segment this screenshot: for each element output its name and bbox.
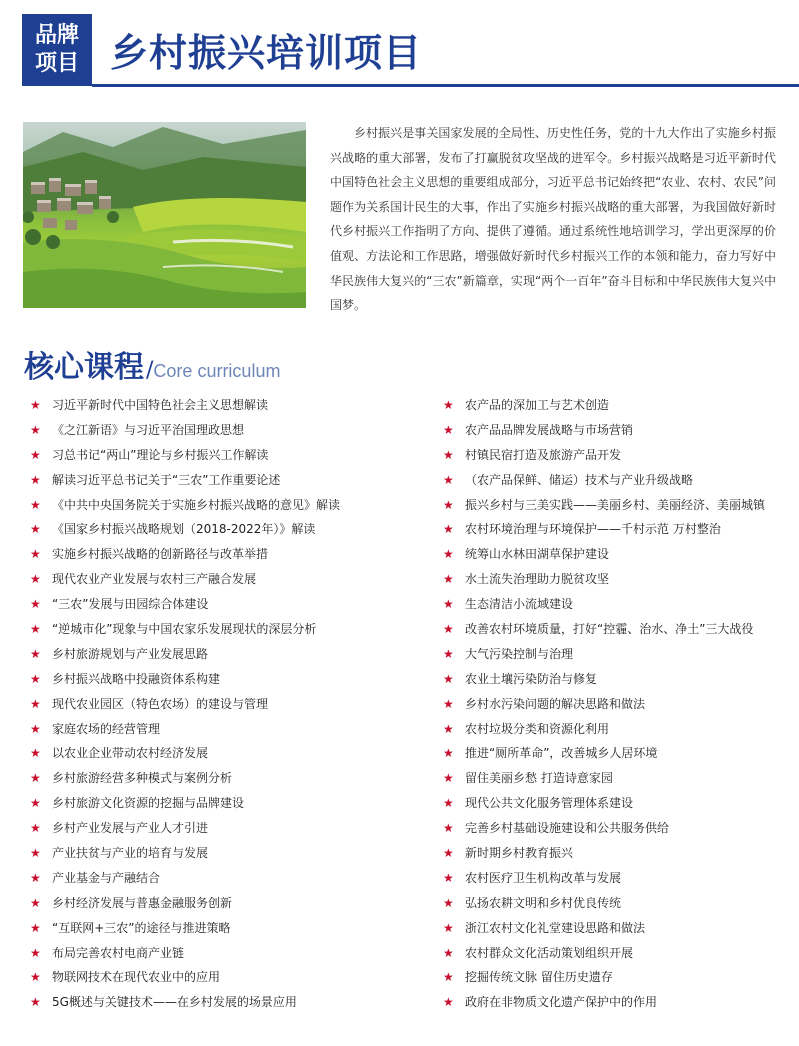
course-item <box>443 741 793 766</box>
course-item <box>443 667 793 692</box>
star-icon: ★ <box>443 497 454 512</box>
course-item <box>443 941 793 966</box>
section-title-separator: / <box>146 358 154 383</box>
star-icon: ★ <box>443 746 454 761</box>
star-icon: ★ <box>30 522 41 537</box>
course-title: 浙江农村文化礼堂建设思路和做法 <box>465 920 646 935</box>
course-title: 习总书记“两山”理论与乡村振兴工作解读 <box>52 447 269 462</box>
star-icon: ★ <box>30 622 41 637</box>
course-item <box>30 766 430 791</box>
course-item <box>443 692 793 717</box>
section-title-cn: 核心课程 <box>24 350 144 385</box>
course-title: 大气污染控制与治理 <box>465 646 574 661</box>
course-title: 实施乡村振兴战略的创新路径与改革举措 <box>52 547 269 562</box>
star-icon: ★ <box>443 945 454 960</box>
star-icon: ★ <box>30 821 41 836</box>
village-terrace-photo <box>23 122 306 308</box>
course-item <box>443 393 793 418</box>
course-title: 统筹山水林田湖草保护建设 <box>465 547 610 562</box>
course-title: 完善乡村基础设施建设和公共服务供给 <box>465 821 670 836</box>
course-item <box>443 642 793 667</box>
star-icon: ★ <box>30 796 41 811</box>
course-item <box>443 542 793 567</box>
course-item <box>30 617 430 642</box>
star-icon: ★ <box>30 547 41 562</box>
star-icon: ★ <box>443 696 454 711</box>
star-icon: ★ <box>30 398 41 412</box>
star-icon: ★ <box>443 821 454 836</box>
course-title: 新时期乡村教育振兴 <box>465 846 574 861</box>
course-title: 生态清洁小流域建设 <box>465 597 574 612</box>
course-title: 现代公共文化服务管理体系建设 <box>465 796 634 811</box>
intro-paragraph: 乡村振兴是事关国家发展的全局性、历史性任务，党的十九大作出了实施乡村振兴战略的重大部署，发布了打赢脱贫攻坚战的进军令。乡村振兴战略是习近平新时代中国特色社会主义思想的重要组成部分，习近平总书记始终把“农业、农村、农民”问题作为关系国计民生的大事，作出了实施乡村振兴战略的重大部署，为我国做好新时代乡村振兴工作指明了方向、提供了遵循。通过系统性地培训学习，学出更深厚的价值观、方法论和工作思路，增强做好新时代乡村振兴工作的本领和能力，奋力写好中华民族伟大复兴的“三农”新篇章，实现“两个一百年”奋斗目标和中华民族伟大复兴中国梦。 <box>330 126 776 313</box>
course-item <box>30 841 430 866</box>
course-item <box>443 891 793 916</box>
course-item <box>443 443 793 468</box>
course-title: 推进“厕所革命”，改善城乡人居环境 <box>465 746 658 761</box>
page-header <box>22 14 799 88</box>
course-list-left <box>30 393 430 1015</box>
course-title: 乡村经济发展与普惠金融服务创新 <box>52 895 233 910</box>
course-title: 布局完善农村电商产业链 <box>52 945 185 960</box>
course-item <box>30 468 430 493</box>
section-title-en: Core curriculum <box>153 361 281 381</box>
course-title: 乡村旅游文化资源的挖掘与品牌建设 <box>52 796 245 811</box>
star-icon: ★ <box>443 472 454 487</box>
course-title: 改善农村环境质量，打好“控霾、治水、净土”三大战役 <box>465 622 754 637</box>
star-icon: ★ <box>30 895 41 910</box>
course-item <box>30 990 430 1015</box>
course-title: “三农”发展与田园综合体建设 <box>52 597 209 612</box>
course-item <box>30 567 430 592</box>
course-title: 现代农业产业发展与农村三产融合发展 <box>52 572 257 587</box>
course-title: 《之江新语》与习近平治国理政思想 <box>52 422 245 437</box>
course-title: 解读习近平总书记关于“三农”工作重要论述 <box>52 472 281 487</box>
course-title: 农产品品牌发展战略与市场营销 <box>465 422 634 437</box>
badge-line-2: 项目 <box>34 51 79 76</box>
star-icon: ★ <box>443 547 454 562</box>
course-title: 农村医疗卫生机构改革与发展 <box>465 870 622 885</box>
course-item <box>443 567 793 592</box>
landscape-illustration <box>23 122 306 308</box>
star-icon: ★ <box>30 671 41 686</box>
star-icon: ★ <box>30 497 41 512</box>
star-icon: ★ <box>443 646 454 661</box>
star-icon: ★ <box>30 771 41 786</box>
course-item <box>443 592 793 617</box>
course-title: 水土流失治理助力脱贫攻坚 <box>465 572 610 587</box>
course-item <box>30 916 430 941</box>
course-item <box>30 542 430 567</box>
star-icon: ★ <box>443 970 454 985</box>
star-icon: ★ <box>443 771 454 786</box>
course-item <box>443 965 793 990</box>
course-list-right <box>443 393 793 1015</box>
course-item <box>30 866 430 891</box>
course-title: （农产品保鲜、储运）技术与产业升级战略 <box>465 472 694 487</box>
course-title: 弘扬农耕文明和乡村优良传统 <box>465 895 622 910</box>
course-title: 以农业企业带动农村经济发展 <box>52 746 209 761</box>
star-icon: ★ <box>30 646 41 661</box>
course-title: 乡村旅游规划与产业发展思路 <box>52 646 209 661</box>
course-title: 留住美丽乡愁 打造诗意家园 <box>465 771 613 786</box>
course-item <box>443 916 793 941</box>
course-item <box>30 941 430 966</box>
course-item <box>30 965 430 990</box>
badge-line-1: 品牌 <box>34 23 79 48</box>
page-title: 乡村振兴培训项目 <box>110 31 423 75</box>
header-underline <box>92 84 799 87</box>
star-icon: ★ <box>30 472 41 487</box>
course-title: 现代农业园区（特色农场）的建设与管理 <box>52 696 269 711</box>
course-item <box>30 642 430 667</box>
star-icon: ★ <box>30 447 41 462</box>
star-icon: ★ <box>30 995 41 1010</box>
star-icon: ★ <box>443 721 454 736</box>
course-item <box>443 717 793 742</box>
star-icon: ★ <box>30 970 41 985</box>
star-icon: ★ <box>443 597 454 612</box>
course-item <box>30 816 430 841</box>
star-icon: ★ <box>443 995 454 1010</box>
course-title: 习近平新时代中国特色社会主义思想解读 <box>52 398 269 412</box>
course-title: 产业扶贫与产业的培育与发展 <box>52 846 209 861</box>
course-item <box>443 990 793 1015</box>
course-item <box>443 791 793 816</box>
course-title: 家庭农场的经营管理 <box>52 721 161 736</box>
star-icon: ★ <box>443 920 454 935</box>
star-icon: ★ <box>443 846 454 861</box>
star-icon: ★ <box>443 796 454 811</box>
course-item <box>30 667 430 692</box>
course-item <box>30 741 430 766</box>
course-item <box>30 592 430 617</box>
course-title: 乡村旅游经营多种模式与案例分析 <box>52 771 233 786</box>
star-icon: ★ <box>443 895 454 910</box>
course-title: 5G概述与关键技术——在乡村发展的场景应用 <box>52 995 297 1010</box>
course-title: 乡村振兴战略中投融资体系构建 <box>52 671 221 686</box>
course-title: 产业基金与产融结合 <box>52 870 161 885</box>
course-title: 村镇民宿打造及旅游产品开发 <box>465 447 622 462</box>
course-title: 农村环境治理与环境保护——千村示范 万村整治 <box>465 522 721 537</box>
star-icon: ★ <box>443 572 454 587</box>
star-icon: ★ <box>30 870 41 885</box>
course-item <box>30 493 430 518</box>
course-title: 振兴乡村与三美实践——美丽乡村、美丽经济、美丽城镇 <box>465 497 766 512</box>
brand-project-badge <box>22 14 92 86</box>
course-item <box>443 866 793 891</box>
course-title: 政府在非物质文化遗产保护中的作用 <box>465 995 658 1010</box>
course-item <box>30 393 430 418</box>
star-icon: ★ <box>30 597 41 612</box>
star-icon: ★ <box>30 846 41 861</box>
course-title: “互联网+三农”的途径与推进策略 <box>52 920 231 935</box>
course-title: 农村垃圾分类和资源化利用 <box>465 721 610 736</box>
star-icon: ★ <box>30 572 41 587</box>
star-icon: ★ <box>443 398 454 412</box>
course-item <box>30 791 430 816</box>
course-title: “逆城市化”现象与中国农家乐发展现状的深层分析 <box>52 622 317 637</box>
star-icon: ★ <box>443 671 454 686</box>
course-title: 挖掘传统文脉 留住历史遗存 <box>465 970 613 985</box>
course-title: 物联网技术在现代农业中的应用 <box>52 970 221 985</box>
course-item <box>443 766 793 791</box>
course-title: 《国家乡村振兴战略规划（2018-2022年）》解读 <box>52 522 316 537</box>
course-item <box>443 816 793 841</box>
course-item <box>30 443 430 468</box>
star-icon: ★ <box>30 696 41 711</box>
course-item <box>30 418 430 443</box>
course-item <box>30 517 430 542</box>
course-title: 《中共中央国务院关于实施乡村振兴战略的意见》解读 <box>52 497 341 512</box>
course-item <box>443 841 793 866</box>
course-title: 乡村水污染问题的解决思路和做法 <box>465 696 646 711</box>
course-item <box>443 617 793 642</box>
star-icon: ★ <box>443 522 454 537</box>
star-icon: ★ <box>443 422 454 437</box>
course-item <box>443 418 793 443</box>
star-icon: ★ <box>30 746 41 761</box>
course-item <box>443 517 793 542</box>
star-icon: ★ <box>443 870 454 885</box>
course-title: 乡村产业发展与产业人才引进 <box>52 821 209 836</box>
course-title: 农产品的深加工与艺术创造 <box>465 398 610 412</box>
course-item <box>30 692 430 717</box>
course-title: 农村群众文化活动策划组织开展 <box>465 945 634 960</box>
course-item <box>30 891 430 916</box>
star-icon: ★ <box>443 622 454 637</box>
star-icon: ★ <box>30 945 41 960</box>
course-title: 农业土壤污染防治与修复 <box>465 671 598 686</box>
star-icon: ★ <box>443 447 454 462</box>
course-item <box>443 468 793 493</box>
star-icon: ★ <box>30 721 41 736</box>
star-icon: ★ <box>30 422 41 437</box>
course-item <box>443 493 793 518</box>
course-item <box>30 717 430 742</box>
star-icon: ★ <box>30 920 41 935</box>
section-heading <box>24 342 280 386</box>
